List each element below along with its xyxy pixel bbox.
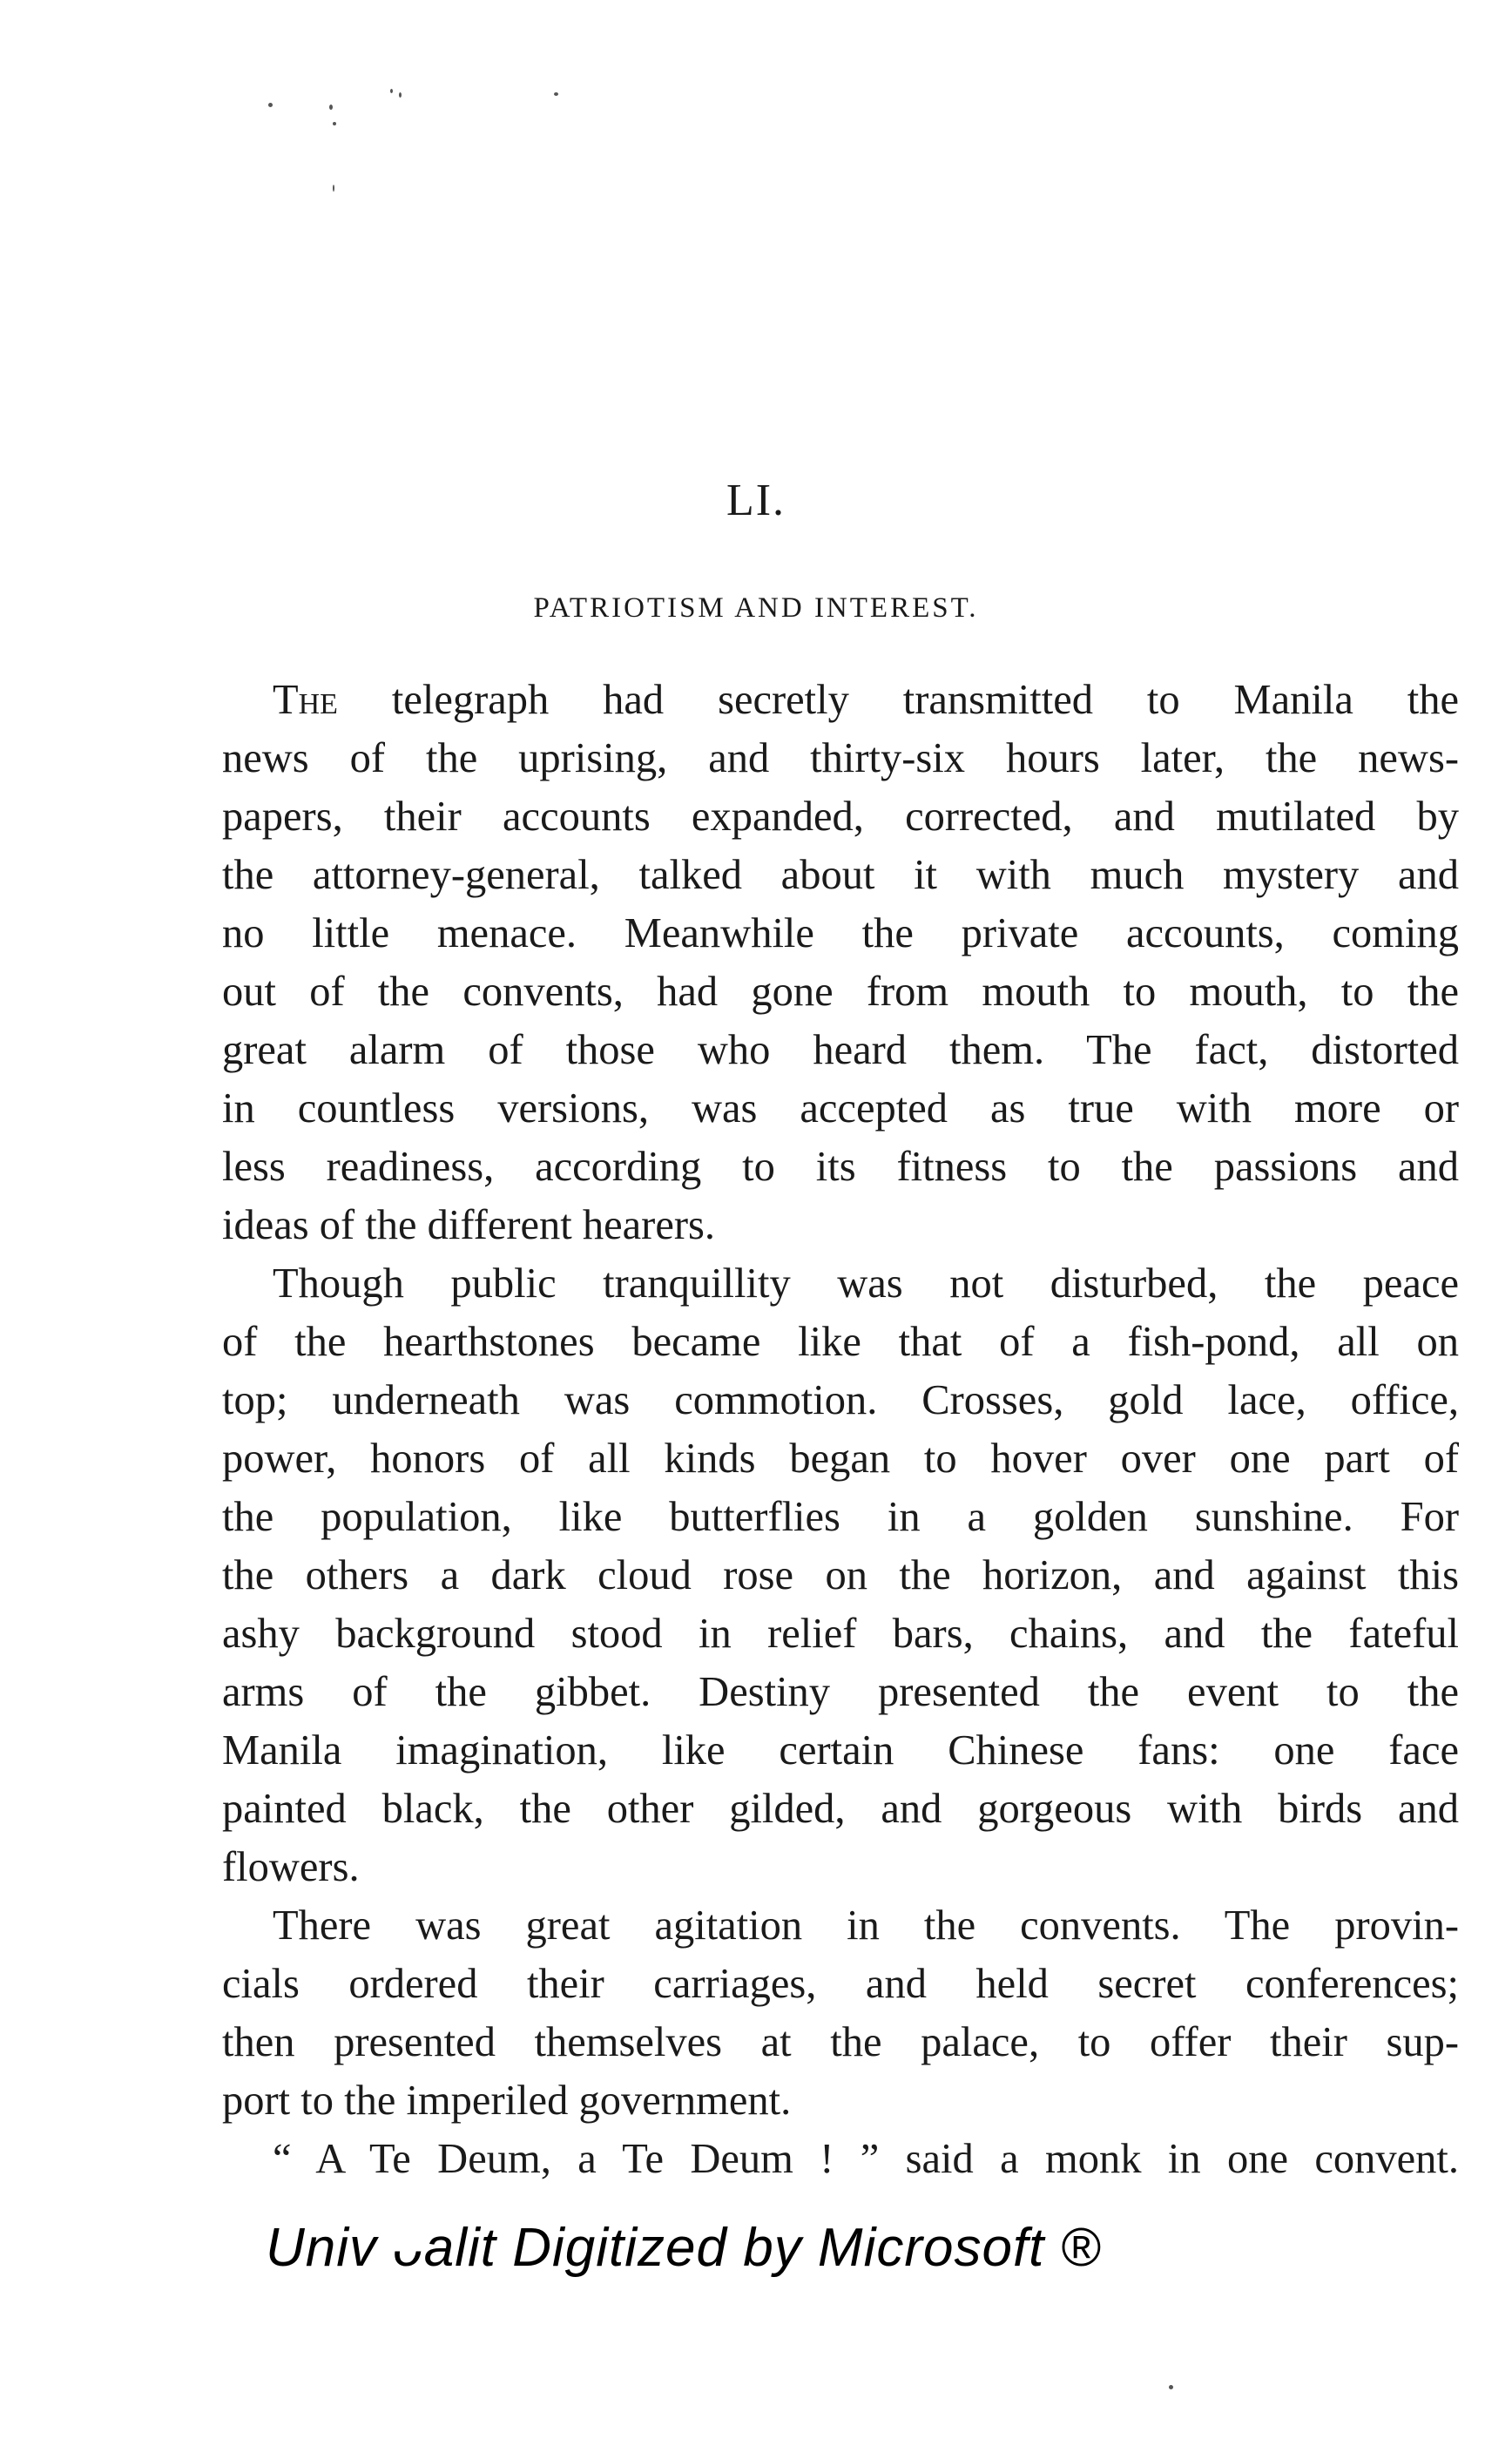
text-line: papers, their accounts expanded, corrected, and mutilated by [222,794,1459,840]
text-line: “ A Te Deum, a Te Deum ! ” said a monk in one convent. [273,2136,1459,2182]
opening-word: The [273,677,338,723]
chapter-number: LI. [726,476,786,525]
text-line: the others a dark cloud rose on the horizon, and against this [222,1552,1459,1598]
text-line: the population, like butterflies in a golden sunshine. For [222,1494,1459,1540]
text-line: Manila imagination, like certain Chinese fans: one face [222,1727,1459,1774]
paragraph [222,671,1459,1254]
text-line: arms of the gibbet. Destiny presented the event to the [222,1669,1459,1715]
text-line: less readiness, according to its fitness to the passions and [222,1144,1459,1190]
scan-speck [333,122,336,125]
text-line: out of the convents, had gone from mouth to mouth, to the [222,969,1459,1015]
text-line: There was great agitation in the convents. The provin- [273,1902,1459,1949]
text-line: then presented themselves at the palace, to offer their sup- [222,2019,1459,2065]
text-line: no little menace. Meanwhile the private accounts, coming [222,910,1459,956]
text-line: power, honors of all kinds began to hover over one part of [222,1436,1459,1482]
text-line: port to the imperiled government. [222,2078,792,2124]
text-line: news of the uprising, and thirty-six hours later, the news- [222,735,1459,781]
scan-speck [329,105,333,110]
text-line: ideas of the different hearers. [222,1202,716,1248]
scan-speck [390,89,393,93]
text-line: in countless versions, was accepted as true with more or [222,1085,1459,1132]
text-line: The telegraph had secretly transmitted to Manila the [273,677,1459,723]
chapter-body [222,671,1459,2188]
scan-speck [399,92,402,98]
paragraph [222,1896,1459,2130]
text-line: ashy background stood in relief bars, chains, and the fateful [222,1611,1459,1657]
scan-speck [1169,2385,1173,2389]
text-line: the attorney-general, talked about it with much mystery and [222,852,1459,898]
paragraph [222,2130,1459,2188]
scan-speck [268,103,273,107]
text-line: flowers. [222,1844,360,1890]
paragraph [222,1254,1459,1896]
text-line: cials ordered their carriages, and held secret conferences; [222,1961,1459,2007]
text-line: Though public tranquillity was not disturbed, the peace [273,1260,1459,1307]
chapter-title: PATRIOTISM AND INTEREST. [533,592,979,624]
text-line: painted black, the other gilded, and gorgeous with birds and [222,1786,1459,1832]
scan-speck [333,185,334,192]
scan-speck [554,92,558,96]
digitization-watermark: Univ ᴗalit Digitized by Microsoft ® [266,2218,1102,2278]
text-line: great alarm of those who heard them. The fact, distorted [222,1027,1459,1073]
text-line: top; underneath was commotion. Crosses, gold lace, office, [222,1377,1459,1423]
text-line: of the hearthstones became like that of a fish-pond, all on [222,1319,1459,1365]
